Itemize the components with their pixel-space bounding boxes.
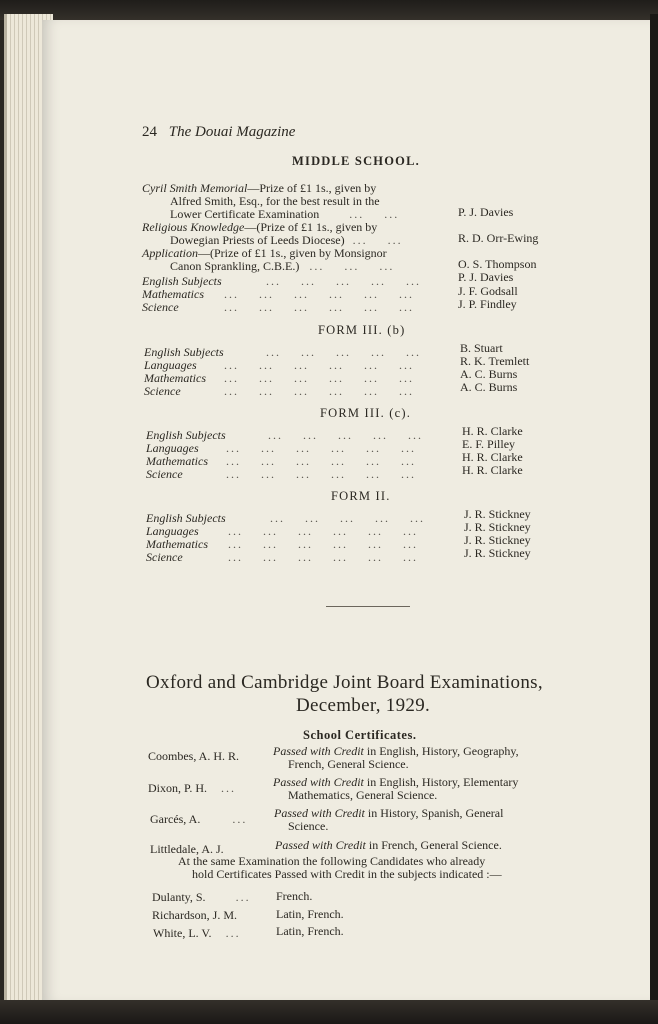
- subject-label: English Subjects: [146, 428, 226, 442]
- candidate-name: Garcés, A. ...: [150, 812, 248, 826]
- leader-dots: ... ... ... ... ...: [270, 511, 425, 525]
- note-text: At the same Examination the following Candidates who already: [178, 854, 486, 868]
- subject-winner: J. R. Stickney: [464, 533, 531, 547]
- subject-winner: A. C. Burns: [460, 380, 518, 394]
- leader-dots: ... ... ... ... ... ...: [228, 524, 418, 538]
- candidate-result-cont: Mathematics, General Science.: [288, 788, 438, 802]
- leader-dots: ... ... ... ... ...: [268, 428, 423, 442]
- additional-name: White, L. V. ...: [153, 926, 241, 940]
- subject-label: Mathematics: [142, 287, 204, 301]
- subject-winner: P. J. Davies: [458, 270, 514, 284]
- prize-winner: P. J. Davies: [458, 205, 514, 219]
- note-text-cont: hold Certificates Passed with Credit in the subjects indicated :—: [192, 867, 502, 881]
- subject-label: Languages: [146, 524, 199, 538]
- subject-winner: J. R. Stickney: [464, 546, 531, 560]
- candidate-result: Passed with Credit in English, History, Geography,: [273, 744, 519, 758]
- subject-winner: J. F. Godsall: [458, 284, 518, 298]
- middle-school-title: MIDDLE SCHOOL.: [292, 154, 420, 168]
- candidate-result: Passed with Credit in History, Spanish, General: [274, 806, 504, 820]
- candidate-result-cont: French, General Science.: [288, 757, 409, 771]
- prize-line: Application—(Prize of £1 1s., given by Monsignor: [142, 246, 387, 260]
- subject-label: English Subjects: [146, 511, 226, 525]
- subject-winner: J. R. Stickney: [464, 507, 531, 521]
- leader-dots: ... ... ... ... ... ...: [224, 358, 414, 372]
- subject-label: Mathematics: [146, 454, 208, 468]
- candidate-result-cont: Science.: [288, 819, 329, 833]
- form-title: FORM III. (c).: [320, 406, 412, 420]
- certificates-label: School Certificates.: [303, 728, 417, 742]
- prize-line: Lower Certificate Examination ... ...: [170, 207, 400, 221]
- running-header: [142, 124, 295, 141]
- subject-label: Languages: [144, 358, 197, 372]
- prize-line: Dowegian Priests of Leeds Diocese) ... ...: [170, 233, 403, 247]
- leader-dots: ... ... ... ... ... ...: [226, 467, 416, 481]
- leader-dots: ... ... ... ... ... ...: [224, 384, 414, 398]
- leader-dots: ... ... ... ... ...: [266, 345, 421, 359]
- subject-winner: J. P. Findley: [458, 297, 517, 311]
- subject-label: Science: [146, 467, 183, 481]
- additional-subjects: Latin, French.: [276, 907, 344, 921]
- subject-label: Mathematics: [146, 537, 208, 551]
- form-title: FORM II.: [331, 489, 391, 503]
- leader-dots: ... ... ... ... ... ...: [228, 550, 418, 564]
- subject-winner: H. R. Clarke: [462, 424, 523, 438]
- prize-winner: R. D. Orr-Ewing: [458, 231, 539, 245]
- additional-subjects: French.: [276, 889, 313, 903]
- leader-dots: ... ... ... ... ... ...: [224, 287, 414, 301]
- subject-label: Science: [146, 550, 183, 564]
- prize-line: Alfred Smith, Esq., for the best result in the: [170, 194, 380, 208]
- subject-winner: A. C. Burns: [460, 367, 518, 381]
- form-title: FORM III. (b): [318, 323, 406, 337]
- leader-dots: ... ... ... ... ... ...: [226, 454, 416, 468]
- subject-winner: E. F. Pilley: [462, 437, 516, 451]
- leader-dots: ... ... ... ... ... ...: [228, 537, 418, 551]
- leader-dots: ... ... ... ... ...: [266, 274, 421, 288]
- scan-edge-bottom: [0, 1000, 658, 1024]
- prize-line: Canon Sprankling, C.B.E.) ... ... ...: [170, 259, 395, 273]
- exams-title: Oxford and Cambridge Joint Board Examinations,: [146, 672, 543, 693]
- prize-line: Cyril Smith Memorial—Prize of £1 1s., given by: [142, 181, 377, 195]
- subject-label: English Subjects: [142, 274, 222, 288]
- subject-winner: H. R. Clarke: [462, 450, 523, 464]
- prize-line: Religious Knowledge—(Prize of £1 1s., given by: [142, 220, 378, 234]
- subject-label: Mathematics: [144, 371, 206, 385]
- subject-winner: J. R. Stickney: [464, 520, 531, 534]
- scan-edge-top: [0, 0, 658, 20]
- candidate-result: Passed with Credit in French, General Science.: [275, 838, 502, 852]
- subject-winner: B. Stuart: [460, 341, 503, 355]
- subject-label: Science: [142, 300, 179, 314]
- exams-date: December, 1929.: [296, 695, 431, 716]
- book-cover-edge: [650, 14, 658, 1004]
- subject-winner: H. R. Clarke: [462, 463, 523, 477]
- magazine-title: The Douai Magazine: [168, 124, 296, 140]
- additional-subjects: Latin, French.: [276, 924, 344, 938]
- section-divider: [326, 606, 410, 607]
- candidate-name: Littledale, A. J.: [150, 842, 224, 856]
- page-number: 24: [142, 124, 157, 140]
- leader-dots: ... ... ... ... ... ...: [224, 371, 414, 385]
- candidate-name: Coombes, A. H. R.: [148, 749, 240, 763]
- subject-label: Languages: [146, 441, 199, 455]
- additional-name: Richardson, J. M.: [152, 908, 237, 922]
- prize-winner: O. S. Thompson: [458, 257, 537, 271]
- candidate-name: Dixon, P. H. ...: [148, 781, 237, 795]
- additional-name: Dulanty, S. ...: [152, 890, 251, 904]
- subject-label: Science: [144, 384, 181, 398]
- subject-winner: R. K. Tremlett: [460, 354, 530, 368]
- leader-dots: ... ... ... ... ... ...: [224, 300, 414, 314]
- candidate-result: Passed with Credit in English, History, Elementary: [273, 775, 519, 789]
- leader-dots: ... ... ... ... ... ...: [226, 441, 416, 455]
- subject-label: English Subjects: [144, 345, 224, 359]
